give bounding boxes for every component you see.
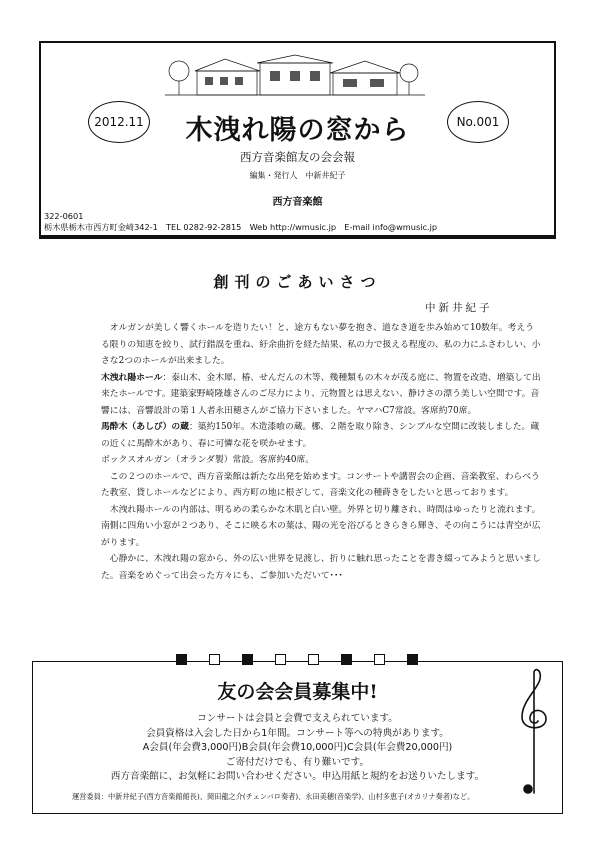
building-illustration (165, 53, 425, 97)
square-icon (275, 654, 286, 665)
newsletter-subtitle: 西方音楽館友の会会報 (240, 150, 355, 164)
recruitment-details (0, 712, 595, 785)
edition-date: 2012.11 (94, 115, 144, 129)
recruitment-line: 西方音楽館に、お気軽にお問い合わせください。申込用紙と規約をお送りいたします。 (110, 771, 485, 782)
square-icon (341, 654, 352, 665)
recruitment-title: 友の会会員募集中! (217, 681, 378, 703)
hall-name: 木洩れ陽ホール (101, 372, 163, 383)
article-author: 中新井紀子 (425, 302, 493, 314)
recruitment-line: A会員(年会費3,000円)B会員(年会費10,000円)C会員(年会費20,000円) (142, 742, 453, 753)
paragraph-text: ：泰山木、金木犀、椿、せんだんの木等、幾種類もの木々が茂る庭に、物置を改造、増築して出来たホールです。建築家野崎隆雄さんのご尽力により、元物置とは思えない、静けさの漂う美しい空間です。音響には、音響設計の第１人者永田穂さんがご協力下さいました。ヤマハC7常設。客席約70席。 (101, 372, 541, 416)
square-icon (374, 654, 385, 665)
square-icon (407, 654, 418, 665)
square-icon (308, 654, 319, 665)
organization-name: 西方音楽館 (272, 197, 323, 208)
issue-number-badge (447, 101, 509, 143)
newsletter-title: 木洩れ陽の窓から (185, 115, 410, 146)
treble-clef-icon (512, 665, 556, 800)
article-title: 創刊のごあいさつ (213, 273, 382, 291)
paragraph-text: ：築約150年。木造漆喰の蔵。梛、２階を取り除き、シンプルな空間に改装しました。蔵の近くに馬酔木があり、春に可憐な花を咲かせます。 (101, 422, 540, 449)
article-body (101, 320, 541, 584)
committee-members: 運営委員：中新井紀子(西方音楽館館長)、岡田龍之介(チェンバロ奏者)、永田美穂(音楽学)、山村多恵子(オカリナ奏者)など。 (72, 792, 475, 801)
paragraph: この２つのホールで、西方音楽館は新たな出発を始めます。コンサートや講習会の企画、音楽教室、わらべうた教室、貸しホールなどにより、西方町の地に根ざして、音楽文化の種蒔きをしたいと思っております。 (101, 471, 540, 498)
square-icon (209, 654, 220, 665)
paragraph: 心静かに、木洩れ陽の窓から、外の広い世界を見渡し、折りに触れ思ったことを書き綴ってみようと思いました。音楽をめぐって出会った方々にも、ご参加いただいて･･･ (101, 554, 541, 581)
paragraph: オルガンが美しく響くホールを造りたい！と、途方もない夢を抱き、道なき道を歩み始めて10数年。考えうる限りの知恵を絞り、試行錯誤を重ね、紆余曲折を経た結果、私の力で扱える程度の、私の力にふさわしい、小さな2つのホールが出来ました。 (101, 323, 541, 366)
edition-date-badge (88, 101, 150, 143)
paragraph (101, 370, 541, 420)
issue-number: No.001 (456, 115, 500, 129)
recruitment-line: コンサートは会員と会費で支えられています。 (197, 713, 398, 724)
hall-name: 馬酔木（あしび）の蔵 (101, 422, 189, 432)
editor-credit: 編集・発行人 中新井紀子 (249, 171, 346, 180)
recruitment-line: ご寄付だけでも、有り難いです。 (225, 756, 370, 768)
decorative-squares (176, 654, 418, 665)
square-icon (176, 654, 187, 665)
square-icon (242, 654, 253, 665)
contact-block (44, 211, 437, 233)
recruitment-line: 会員資格は入会した日から1年間。コンサート等への特典があります。 (146, 727, 449, 739)
masthead-divider (39, 237, 556, 239)
postal-code: 322-0601 (44, 211, 84, 221)
paragraph: 木洩れ陽ホールの内部は、明るめの柔らかな木肌と白い壁。外界と切り離され、時間はゆったりと流れます。南側に四角い小窓が２つあり、そこに映る木の葉は、陽の光を浴びるときらきら輝き、その向こうには青空が広がります。 (101, 504, 541, 548)
paragraph (101, 419, 541, 452)
paragraph: ボックスオルガン（オランダ製）常設。客席約40席。 (101, 455, 315, 465)
address-line: 栃木県栃木市西方町金崎342-1 TEL 0282-92-2815 Web http://wmusic.jp E-mail info@wmusic.jp (44, 222, 438, 232)
